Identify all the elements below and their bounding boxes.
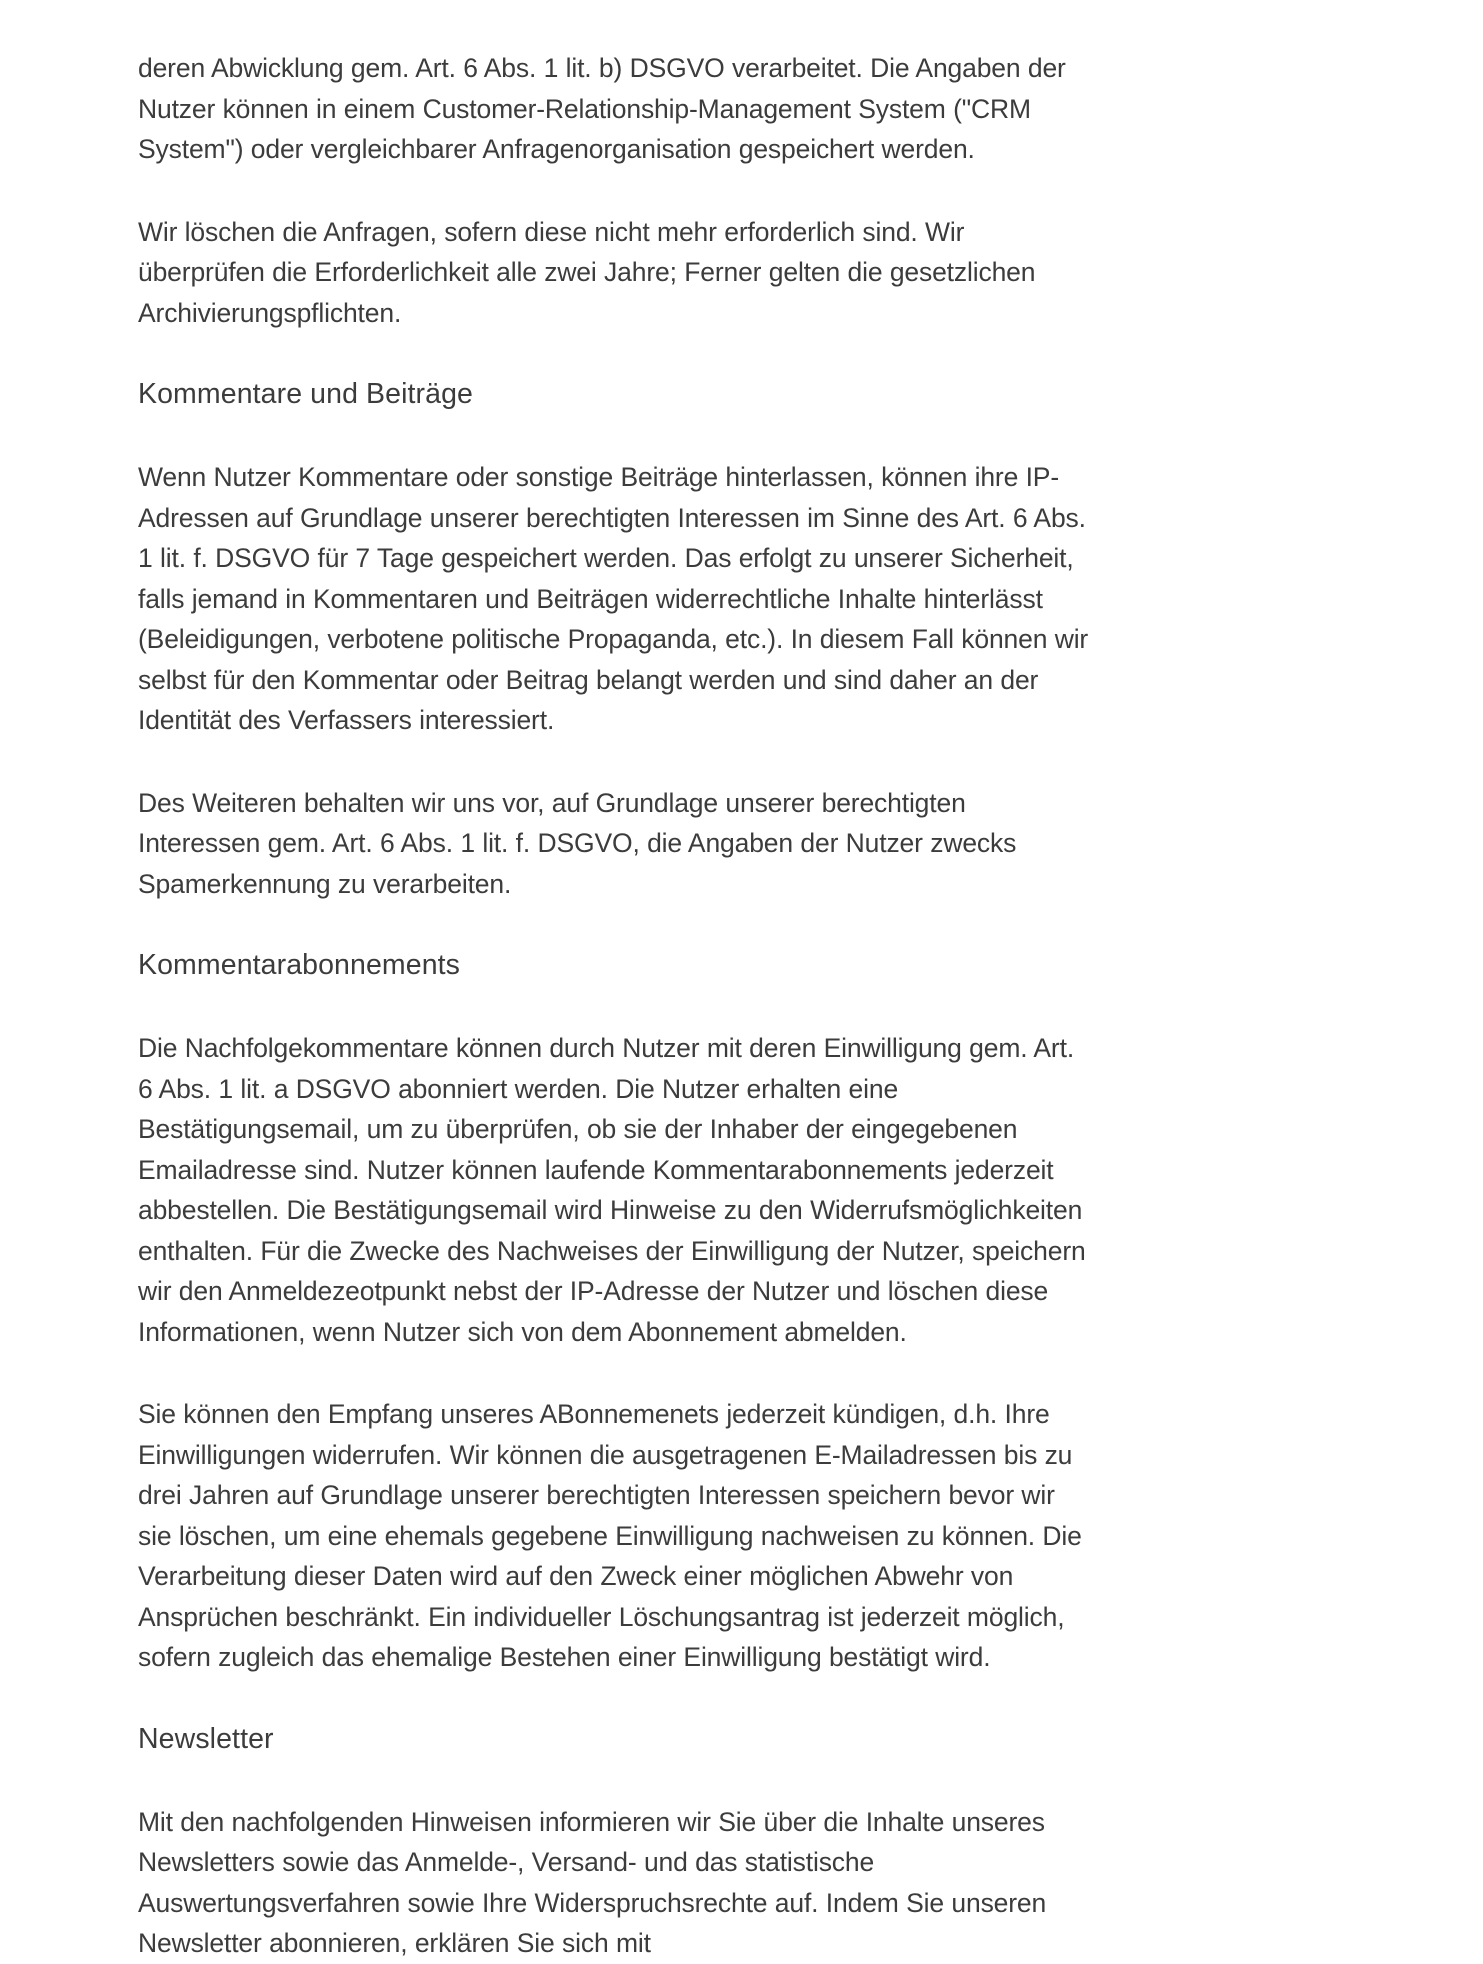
heading-newsletter: Newsletter: [138, 1722, 274, 1755]
privacy-policy-content: [138, 48, 1090, 1964]
paragraph-ip-adressen-kommentare: Wenn Nutzer Kommentare oder sonstige Beiträge hinterlassen, können ihre IP-Adressen auf Grundlage unserer berechtigten Interessen im Sinne des Art. 6 Abs. 1 lit. f. DSGVO für 7 Tage gespeichert werden. Das erfolgt zu unserer Sicherheit, falls jemand in Kommentaren und Beiträgen widerrechtliche Inhalte hinterlässt (Beleidigungen, verbotene politische Propaganda, etc.). In diesem Fall können wir selbst für den Kommentar oder Beitrag belangt werden und sind daher an der Identität des Verfassers interessiert.: [138, 462, 1089, 735]
heading-kommentarabonnements: Kommentarabonnements: [138, 949, 461, 981]
paragraph-newsletter-hinweise: Mit den nachfolgenden Hinweisen informieren wir Sie über die Inhalte unseres Newsletters sowie das Anmelde-, Versand- und das statistische Auswertungsverfahren sowie Ihre Widerspruchsrechte auf. Indem Sie unseren Newsletter abonnieren, erklären Sie sich mit: [138, 1806, 1047, 1958]
heading-kommentare-und-beitraege: Kommentare und Beiträge: [138, 378, 473, 410]
paragraph-nachfolgekommentare: Die Nachfolgekommentare können durch Nutzer mit deren Einwilligung gem. Art. 6 Abs. 1 lit. a DSGVO abonniert werden. Die Nutzer erhalten eine Bestätigungsemail, um zu überprüfen, ob sie der Inhaber der eingegebenen Emailadresse sind. Nutzer können laufende Kommentarabonnements jederzeit abbestellen. Die Bestätigungsemail wird Hinweise zu den Widerrufsmöglichkeiten enthalten. Für die Zwecke des Nachweises der Einwilligung der Nutzer, speichern wir den Anmeldezeotpunkt nebst der IP-Adresse der Nutzer und löschen diese Informationen, wenn Nutzer sich von dem Abonnement abmelden.: [138, 1033, 1086, 1347]
paragraph-abonnement-kuendigung: Sie können den Empfang unseres ABonnemenets jederzeit kündigen, d.h. Ihre Einwilligungen widerrufen. Wir können die ausgetragenen E-Mailadressen bis zu drei Jahren auf Grundlage unserer berechtigten Interessen speichern bevor wir sie löschen, um eine ehemals gegebene Einwilligung nachweisen zu können. Die Verarbeitung dieser Daten wird auf den Zweck einer möglichen Abwehr von Ansprüchen beschränkt. Ein individueller Löschungsantrag ist jederzeit möglich, sofern zugleich das ehemalige Bestehen einer Einwilligung bestätigt wird.: [138, 1399, 1082, 1672]
paragraph-loeschung-anfragen: Wir löschen die Anfragen, sofern diese nicht mehr erforderlich sind. Wir überprüfen die Erforderlichkeit alle zwei Jahre; Ferner gelten die gesetzlichen Archivierungspflichten.: [138, 216, 1036, 328]
paragraph-crm-system: deren Abwicklung gem. Art. 6 Abs. 1 lit. b) DSGVO verarbeitet. Die Angaben der Nutzer können in einem Customer-Relationship-Management System ("CRM System") oder vergleichbarer Anfragenorganisation gespeichert werden.: [138, 53, 1066, 164]
paragraph-spamerkennung: Des Weiteren behalten wir uns vor, auf Grundlage unserer berechtigten Interessen gem. Art. 6 Abs. 1 lit. f. DSGVO, die Angaben der Nutzer zwecks Spamerkennung zu verarbeiten.: [138, 787, 1017, 899]
